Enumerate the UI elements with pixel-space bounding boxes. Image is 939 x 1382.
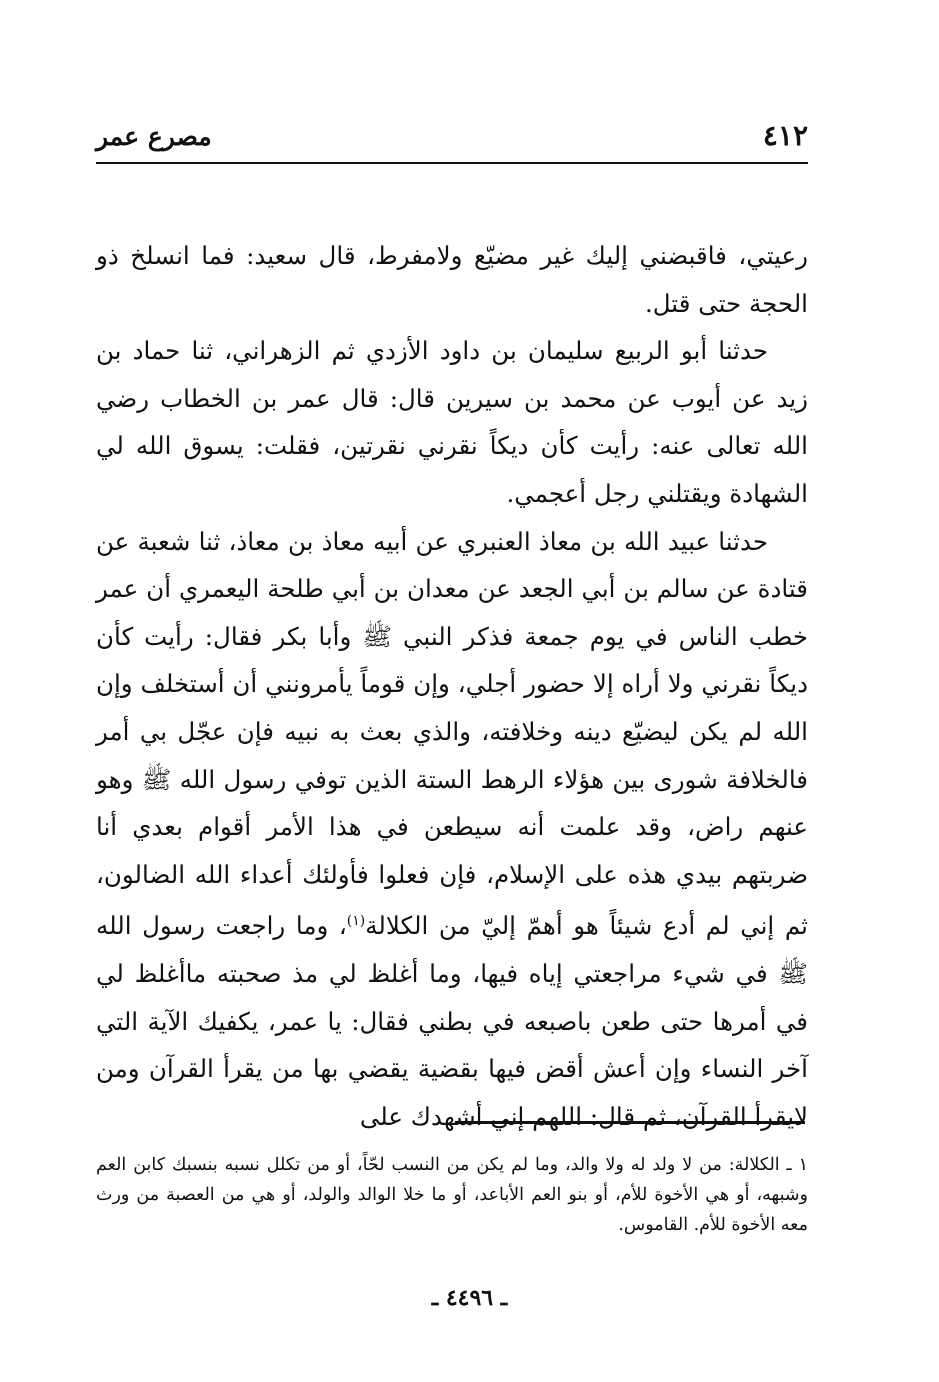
footnote-separator (455, 1121, 805, 1124)
page-folio: ـ ٤٤٩٦ ـ (431, 1285, 508, 1311)
page-number: ٤١٢ (762, 119, 808, 152)
running-title: مصرع عمر (96, 122, 212, 151)
footnote-1: ١ ـ الكلالة: من لا ولد له ولا والد، وما لم يكن من النسب لحّاً، أو من تكلل نسبه بنسبك كابن العم وشبهه، أو هي الأخوة للأم، أو بنو العم الأباعد، أو ما خلا الوالد والولد، أو هي من العصبة من ورث معه الأخوة للأم. القاموس. (96, 1155, 808, 1235)
footnote-reference: (١) (346, 913, 366, 930)
paragraph-3 (96, 518, 808, 1141)
paragraph-3-text: حدثنا عبيد الله بن معاذ العنبري عن أبيه معاذ بن معاذ، ثنا شعبة عن قتادة عن سالم بن أبي الجعد عن معدان بن أبي طلحة اليعمري أن عمر خطب الناس في يوم جمعة فذكر النبي ﷺ وأبا بكر فقال: رأيت كأن ديكاً نقرني ولا أراه إلا حضور أجلي، وإن قوماً يأمرونني أن أستخلف وإن الله لم يكن ليضيّع دينه وخلافته، والذي بعث به نبيه فإن عجّل بي أمر فالخلافة شورى بين هؤلاء الرهط الستة الذين توفي رسول الله ﷺ وهو عنهم راض، وقد علمت أنه سيطعن في هذا الأمر أقوام بعدي أنا ضربتهم بيدي هذه على الإسلام، فإن فعلوا فأولئك أعداء الله الضالون، ثم إني لم أدع شيئاً هو أهمّ إليّ من الكلالة (96, 526, 808, 941)
running-header (96, 118, 808, 164)
paragraph-3-continuation: ، وما راجعت رسول الله ﷺ في شيء مراجعتي إياه فيها، وما أغلظ لي مذ صحبته ماأغلظ لي في أمرها حتى طعن باصبعه في بطني فقال: يا عمر، يكفيك الآية التي آخر النساء وإن أعش أقض فيها بقضية يقضي بها من يقرأ القرآن ومن لايقرأ القرآن، ثم قال: اللهم إني أشهدك على (96, 911, 808, 1131)
paragraph-2: حدثنا أبو الربيع سليمان بن داود الأزدي ثم الزهراني، ثنا حماد بن زيد عن أيوب عن محمد بن سيرين قال: قال عمر بن الخطاب رضي الله تعالى عنه: رأيت كأن ديكاً نقرني نقرتين، فقلت: يسوق الله لي الشهادة ويقتلني رجل أعجمي. (96, 336, 808, 508)
main-text (96, 232, 808, 1140)
paragraph-1: رعيتي، فاقبضني إليك غير مضيّع ولامفرط، قال سعيد: فما انسلخ ذو الحجة حتى قتل. (96, 241, 808, 318)
footnotes (96, 1150, 808, 1240)
